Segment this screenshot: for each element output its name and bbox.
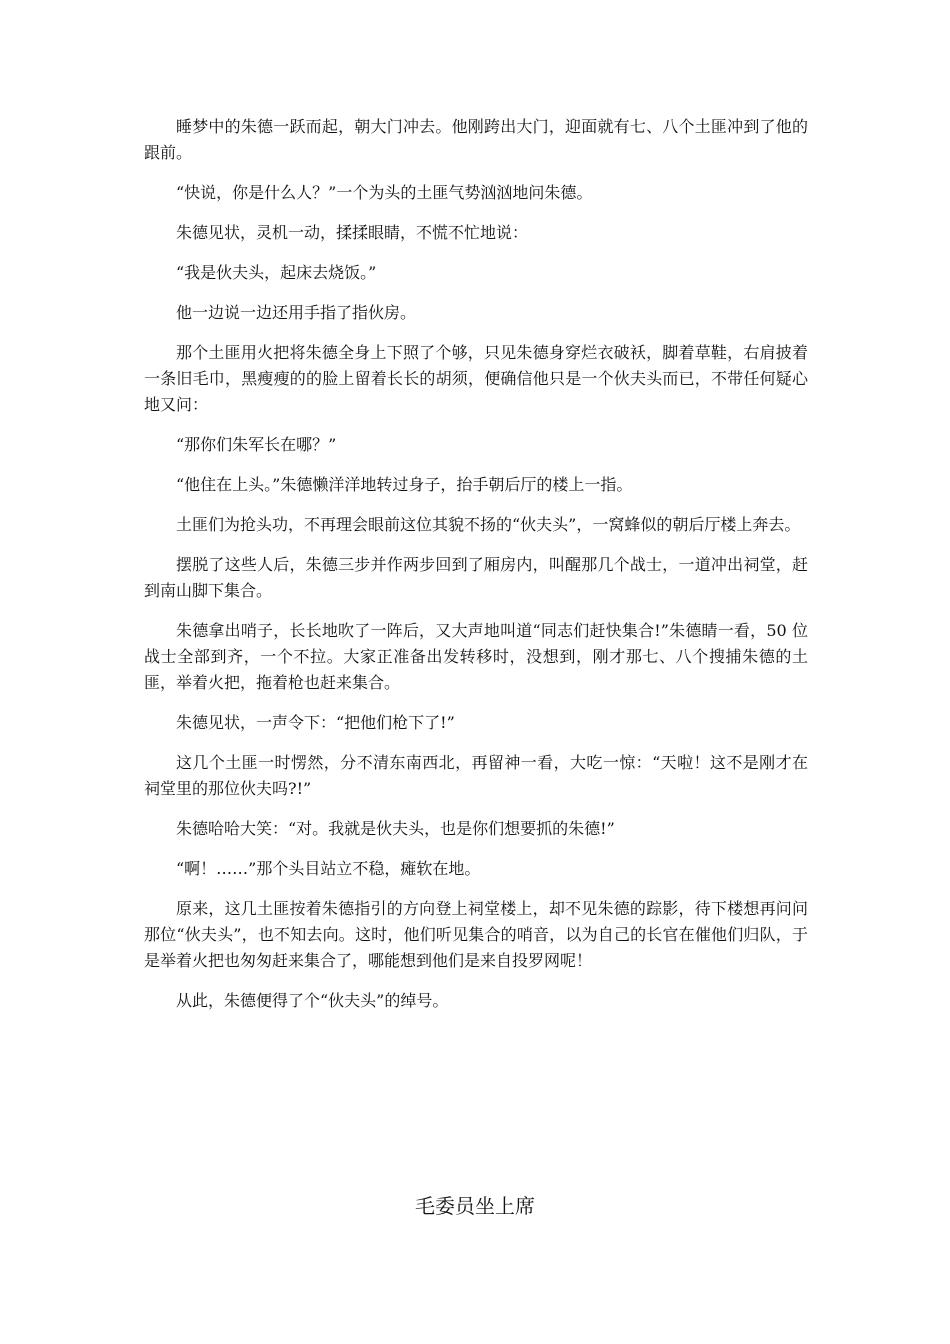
paragraph: “我是伙夫头，起床去烧饭。”: [176, 263, 377, 282]
paragraph: 从此，朱德便得了个“伙夫头”的绰号。: [176, 991, 449, 1010]
paragraph: 朱德拿出哨子，长长地吹了一阵后，又大声地叫道“同志们赶快集合!”朱德睛一看，50 位战士全部到齐，一个不拉。大家正准备出发转移时，没想到，刚才那七、八个搜捕朱德的土匪，举着火把，拖着枪也赶来集合。: [144, 621, 808, 692]
paragraph: “快说，你是什么人？”一个为头的土匪气势汹汹地问朱德。: [176, 183, 593, 202]
paragraph: 原来，这几土匪按着朱德指引的方向登上祠堂楼上，却不见朱德的踪影，待下楼想再问问那位“伙夫头”，也不知去向。这时，他们听见集合的哨音，以为自己的长官在催他们归队，于是举着火把也匆匆赶来集合了，哪能想到他们是来自投罗网呢！: [144, 899, 808, 970]
paragraph: “啊！……”那个头目站立不稳，瘫软在地。: [176, 859, 481, 878]
paragraph: 他一边说一边还用手指了指伙房。: [176, 303, 417, 322]
paragraph: 睡梦中的朱德一跃而起，朝大门冲去。他刚跨出大门，迎面就有七、八个土匪冲到了他的跟前。: [144, 117, 808, 162]
paragraph: 朱德见状，一声令下：“把他们枪下了!”: [176, 713, 455, 732]
paragraph: 朱德哈哈大笑：“对。我就是伙夫头，也是你们想要抓的朱德!”: [176, 819, 615, 838]
paragraph: 这几个土匪一时愣然，分不清东南西北，再留神一看，大吃一惊：“天啦！这不是刚才在祠堂里的那位伙夫吗?!”: [144, 753, 808, 798]
paragraph: “那你们朱军长在哪？”: [176, 435, 337, 454]
paragraph: 摆脱了这些人后，朱德三步并作两步回到了厢房内，叫醒那几个战士，一道冲出祠堂，赶到南山脚下集合。: [144, 555, 808, 600]
next-section-title: 毛委员坐上席: [415, 1194, 535, 1218]
paragraph: “他住在上头。”朱德懒洋洋地转过身子，抬手朝后厅的楼上一指。: [176, 475, 633, 494]
paragraph: 朱德见状，灵机一动，揉揉眼睛，不慌不忙地说：: [176, 223, 529, 242]
story-body: [144, 114, 808, 1028]
paragraph: 土匪们为抢头功，不再理会眼前这位其貌不扬的“伙夫头”，一窝蜂似的朝后厅楼上奔去。: [176, 515, 801, 534]
paragraph: 那个土匪用火把将朱德全身上下照了个够，只见朱德身穿烂衣破袄，脚着草鞋，右肩披着一条旧毛巾，黑瘦瘦的的脸上留着长长的胡须，便确信他只是一个伙夫头而已，不带任何疑心地又问：: [144, 343, 808, 414]
